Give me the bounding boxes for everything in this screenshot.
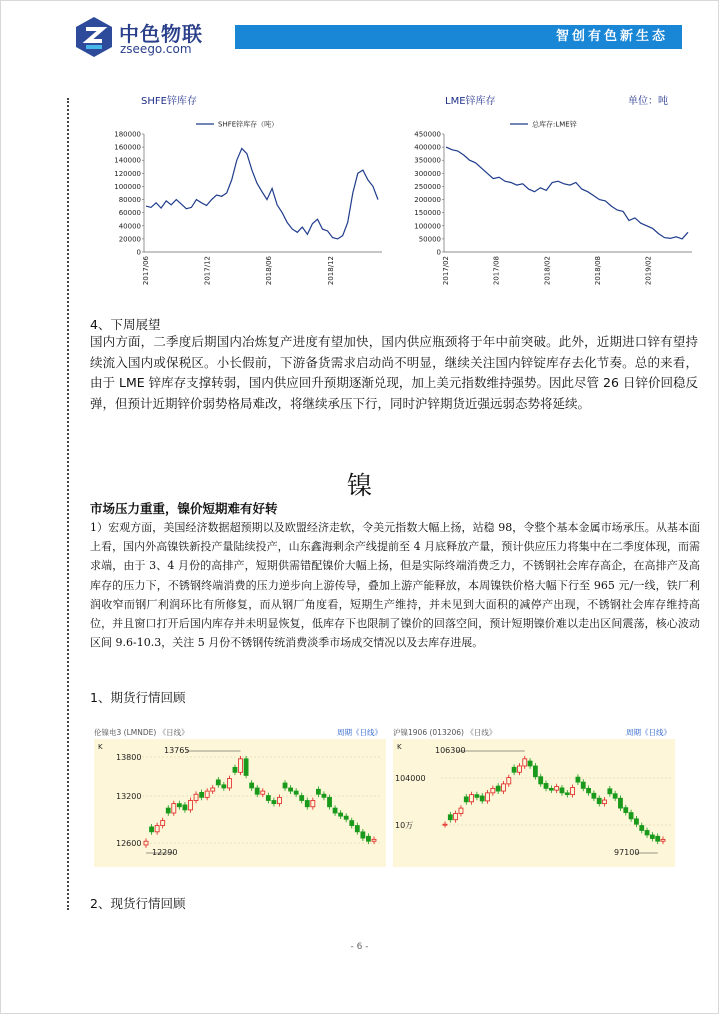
candle-body [618,798,622,808]
candle-body [576,777,580,782]
legend-label: 总库存:LME锌 [532,120,577,129]
y-tick-label: 200000 [414,196,441,205]
candle-body [261,791,265,794]
kline-title: 沪镍1906 (013206) 《日线》 [393,728,497,737]
company-logo [74,15,114,59]
candle-body [205,791,209,797]
period-button[interactable]: 周期 [626,728,641,737]
candle-body [161,821,165,826]
low-annotation: 12290 [152,848,178,857]
outlook-paragraph: 国内方面，二季度后期国内冶炼复产进度有望加快，国内供应瓶颈将于年中前突破。此外，近期进口锌有望持续流入国内或保税区。小长假前，下游备货需求启动尚不明显，继续关注国内锌锭库存去化节奏。总的来看，由于 LME 锌库存支撑转弱，国内供应回升预期逐渐兑现，加上美元指数维持强势。因此尽管 26 日锌价回稳反弹，但预计近期锌价弱势格局难改，将继续承压下行，同时沪锌期货近强远弱态势将延续。 [90,334,698,411]
logo-text-en: zseego.com [120,42,192,56]
candle-body [533,766,537,777]
y-tick-label: 60000 [118,209,141,218]
y-tick-label: 0 [136,248,141,257]
candle-body [216,780,220,785]
candle-body [372,839,376,841]
candle-body [539,777,543,784]
y-tick-label: 13800 [116,753,142,762]
candle-body [266,796,270,801]
high-annotation: 106300 [435,746,466,755]
x-tick-label: 2017/12 [203,256,212,286]
candle-body [613,794,617,798]
candle-body [597,798,601,803]
candle-body [480,796,484,801]
y-tick-label: 104000 [395,774,426,783]
x-tick-label: 2018/06 [265,256,274,286]
daily-button[interactable]: 《日线》 [641,728,671,737]
daily-button[interactable]: 《日线》 [352,728,382,737]
shfe-nickel-candles [393,739,675,867]
y-tick-label: 10万 [395,821,414,830]
candle-body [233,767,237,772]
candle-body [355,826,359,832]
series-line [146,148,378,239]
y-tick-label: 250000 [414,182,441,191]
y-tick-label: 50000 [418,235,441,244]
candle-body [244,759,248,776]
page-number: - 6 - [350,942,369,952]
candle-body [272,800,276,803]
candle-body [283,783,287,788]
candle-body [177,804,181,807]
chart-title-shfe: SHFE锌库存 [141,96,197,107]
candle-body [200,792,204,797]
candle-body [512,767,516,772]
candle-body [250,783,254,788]
candle-body [305,800,309,806]
section-futures-heading: 1、期货行情回顾 [90,690,186,705]
lme-zinc-chart [400,112,700,302]
candle-body [528,761,532,766]
lme-nickel-candles [94,739,386,867]
candle-body [311,800,315,806]
nickel-paragraph: 1）宏观方面，美国经济数据超预期以及欧盟经济走软，令美元指数大幅上扬，站稳 98，令整个基本金属市场承压。从基本面上看，国内外高镍铁新投产量陆续投产，山东鑫海剩余产线提前至 4 月底释放产量，预计供应压力将集中在二季度体现，而需求端，由于 3、4 月份的高排产，短期供需错配镍价大幅上扬，但是实际终端消费乏力，不锈钢社会库存高企，在高排产及高库存的压力下，不锈钢终端消费的压力逆步向上游传导，叠加上游产能释放，本周镍铁价格大幅下行至 965 元/一线，铁厂利润收窄而钢厂利润环比有所修复，而从钢厂角度看，短期生产维持，并未见到大面积的减停产出现，不锈钢社会库存维持高位，并且窗口打开后国内库存并未明显恢复，低库存下也限制了镍价的回落空间，预计短期镍价难以走出区间震荡，核心波动区间 9.6-10.3，关注 5 月份不锈钢传统消费淡季市场成交情况以及去库存进展。 [90,521,700,650]
y-tick-label: 20000 [118,235,141,244]
candle-body [150,827,154,832]
candle-body [587,788,591,792]
nickel-subhead: 市场压力重重，镍价短期难有好转 [90,501,278,516]
candle-body [517,766,521,772]
y-tick-label: 300000 [414,169,441,178]
candle-body [565,793,569,795]
candle-body [603,800,607,804]
high-annotation: 13765 [164,746,190,755]
candle-body [491,788,495,792]
y-tick-label: 400000 [414,143,441,152]
candle-body [496,786,500,791]
candle-body [289,788,293,791]
y-tick-label: 140000 [114,156,141,165]
candle-body [464,797,468,802]
candle-body [443,824,447,825]
candle-body [549,788,553,790]
x-tick-label: 2017/06 [142,256,150,286]
candle-body [188,800,192,809]
candle-body [316,789,320,794]
x-tick-label: 2018/08 [593,256,602,286]
candle-body [255,788,259,794]
shfe-nickel-kline-panel [393,727,675,867]
candle-body [155,826,159,832]
y-tick-label: 13200 [116,792,142,801]
kline-title: 伦镍电3 (LMNDE) 《日线》 [94,728,189,737]
candle-body [294,791,298,794]
candle-body [555,787,559,791]
low-annotation: 97100 [614,848,640,857]
y-tick-label: 120000 [114,169,141,178]
x-tick-label: 2017/02 [442,256,450,286]
shfe-zinc-chart [100,112,390,302]
candle-body [560,788,564,793]
candle-body [322,794,326,797]
candle-body [366,836,370,841]
y-tick-label: 350000 [414,156,441,165]
candle-body [183,805,187,810]
logo-text-cn: 中色物联 [119,22,203,46]
candle-body [624,808,628,813]
x-tick-label: 2018/12 [326,256,335,286]
left-dotted-margin [67,98,69,910]
y-tick-label: 0 [436,248,441,257]
kline-toolbar [393,727,675,739]
outlook-heading: 4、下周展望 [90,317,161,332]
candle-body [166,808,170,813]
y-tick-label: 100000 [114,182,141,191]
candle-body [300,796,304,801]
candle-body [544,783,548,788]
candle-body [629,813,633,819]
y-tick-label: 180000 [114,130,141,139]
candle-body [571,787,575,794]
candle-body [581,782,585,788]
y-tick-label: 450000 [414,130,441,139]
chart-title-lme: LME锌库存 [445,96,496,107]
y-tick-label: 100000 [414,222,441,231]
candle-body [645,830,649,834]
candle-body [507,778,511,784]
candle-body [328,797,332,806]
candle-body [344,816,348,819]
candle-body [661,839,665,841]
candle-body [650,835,654,839]
legend-label: SHFE锌库存（吨） [218,120,279,129]
candle-body [172,804,176,813]
candle-body [361,832,365,838]
section-spot-heading: 2、现货行情回顾 [90,896,186,911]
y-tick-label: 150000 [414,209,441,218]
candle-body [144,841,148,845]
candle-body [454,813,458,819]
candle-body [227,779,231,788]
candle-body [211,788,215,791]
y-tick-label: 40000 [118,222,141,231]
nickel-title: 镍 [346,471,372,500]
candle-body [501,784,505,791]
x-tick-label: 2018/02 [543,256,552,286]
k-label: K [397,743,402,751]
y-tick-label: 80000 [118,196,141,205]
unit-label: 单位：吨 [628,96,668,107]
candle-body [634,819,638,824]
header-banner: 智创有色新生态 [235,25,682,49]
series-line [446,147,688,239]
x-tick-label: 2017/08 [492,256,501,286]
k-label: K [98,743,103,751]
candle-body [448,815,452,820]
candle-body [339,813,343,816]
candle-body [459,808,463,813]
candle-body [640,826,644,831]
candle-body [350,821,354,826]
candle-body [486,793,490,801]
candle-body [333,808,337,813]
y-tick-label: 12600 [116,839,142,848]
candle-body [592,793,596,798]
candle-body [608,789,612,794]
x-tick-label: 2019/02 [644,256,653,286]
period-button[interactable]: 周期 [337,728,352,737]
kline-toolbar [94,727,386,739]
candle-body [523,759,527,766]
candle-body [656,836,660,841]
candle-body [470,795,474,802]
candle-body [239,759,243,772]
lme-nickel-kline-panel [94,727,386,867]
candle-body [222,785,226,788]
candle-body [194,794,198,800]
candle-body [475,795,479,798]
y-tick-label: 160000 [114,143,141,152]
candle-body [277,797,281,803]
